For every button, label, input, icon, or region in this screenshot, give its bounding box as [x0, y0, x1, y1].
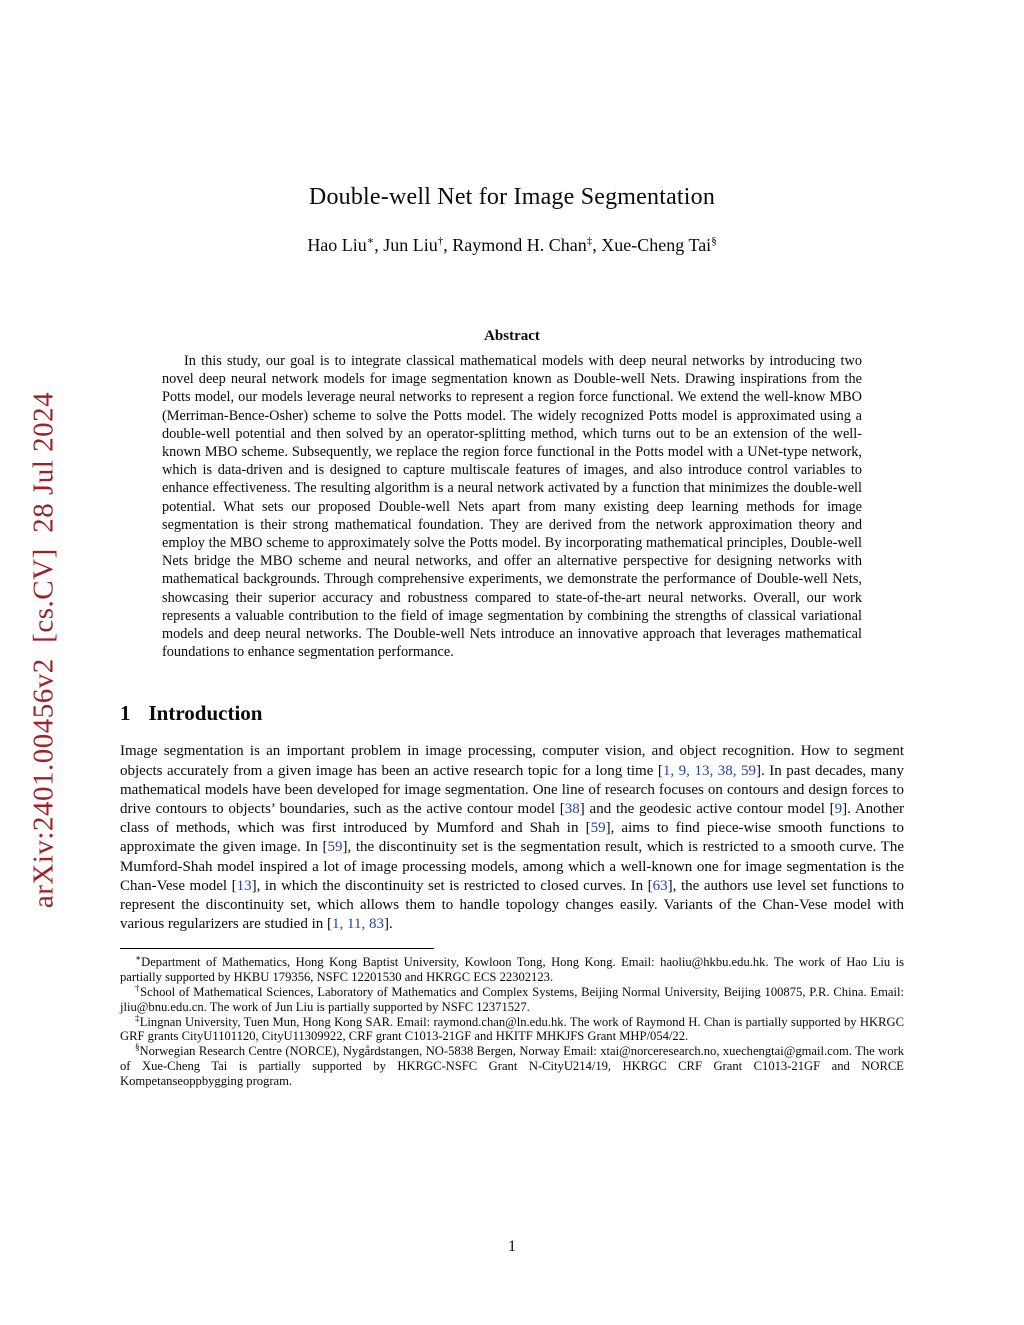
arxiv-watermark: arXiv:2401.00456v2 [cs.CV] 28 Jul 2024 — [27, 391, 60, 909]
footnote-mark: † — [135, 982, 141, 993]
footnote-mark: § — [135, 1042, 140, 1053]
footnote-mark: ∗ — [135, 953, 142, 964]
author-footnote-mark: § — [711, 235, 717, 247]
paper-page — [120, 0, 904, 1089]
footnote: §Norwegian Research Centre (NORCE), Nygårdstangen, NO-5838 Bergen, Norway Email: xtai@norceresearch.no, xuechengtai@gmail.com. The work of Xue-Cheng Tai is partially supported by HKRGC-NSFC Grant N-CityU214/19, HKRGC CRF Grant C1013-21GF and NORCE Kompetanseoppbygging program. — [120, 1042, 904, 1088]
section-title: Introduction — [148, 701, 263, 726]
author: Jun Liu† — [383, 235, 444, 255]
citation-link[interactable]: 59 — [327, 839, 343, 856]
paper-title: Double-well Net for Image Segmentation — [308, 184, 716, 210]
author-line: Hao Liu∗, Jun Liu†, Raymond H. Chan‡, Xue-Cheng Tai§ — [307, 235, 717, 255]
footnote-rule — [120, 948, 434, 949]
citation-link[interactable]: 59 — [590, 820, 606, 837]
abstract-text: In this study, our goal is to integrate classical mathematical models with deep neural networks by introducing two novel deep neural network models for image segmentation known as Double-well Nets. Drawing inspirations from the Potts model, our models leverage neural networks to represent a region force functional. We extend the well-know MBO (Merriman-Bence-Osher) scheme to solve the Potts model. The widely recognized Potts model is approximated using a double-well potential and then solved by an operator-splitting method, which turns out to be an extension of the well-known MBO scheme. Subsequently, we replace the region force functional in the Potts model with a UNet-type network, which is data-driven and is designed to capture multiscale features of images, and also introduce control variables to enhance effectiveness. The resulting algorithm is a neural network activated by a function that minimizes the double-well potential. What sets our proposed Double-well Nets apart from many existing deep learning methods for image segmentation is their strong mathematical foundation. They are derived from the network approximation theory and employ the MBO scheme to approximately solve the Potts model. By incorporating mathematical principles, Double-well Nets bridge the MBO scheme and neural networks, and offer an alternative perspective for designing networks with mathematical backgrounds. Through comprehensive experiments, we demonstrate the performance of Double-well Nets, showcasing their superior accuracy and robustness compared to state-of-the-art neural networks. Overall, our work represents a valuable contribution to the field of image segmentation by combining the strengths of classical variational models and deep neural networks. The Double-well Nets introduce an innovative approach that leverages mathematical foundations to enhance segmentation performance. — [162, 353, 862, 661]
author: Hao Liu∗ — [307, 235, 375, 255]
citation-link[interactable]: 9 — [834, 801, 843, 818]
footnote: †School of Mathematical Sciences, Laboratory of Mathematics and Complex Systems, Beijing Normal University, Beijing 100875, P.R. China. Email: jliu@bnu.edu.cn. The work of Jun Liu is partially supported by NSFC 12371527. — [120, 982, 905, 1014]
section-number: 1 — [120, 701, 131, 726]
citation-link[interactable]: 38 — [564, 801, 580, 818]
abstract-heading: Abstract — [484, 328, 540, 344]
author: Raymond H. Chan‡ — [452, 235, 593, 255]
section-heading-introduction — [120, 701, 904, 726]
footnote-mark: ‡ — [135, 1012, 140, 1023]
page-number: 1 — [508, 1238, 516, 1255]
author-footnote-mark: ∗ — [366, 235, 375, 247]
citation-link[interactable]: 13 — [236, 877, 252, 894]
author-footnote-mark: † — [437, 235, 444, 247]
footnote: ∗Department of Mathematics, Hong Kong Baptist University, Kowloon Tong, Hong Kong. Email: haoliu@hkbu.edu.hk. The work of Hao Liu is partially supported by HKBU 179356, NSFC 12201530 and HKRGC ECS 22302123. — [120, 953, 904, 985]
footnote: ‡Lingnan University, Tuen Mun, Hong Kong SAR. Email: raymond.chan@ln.edu.hk. The work of Raymond H. Chan is partially supported by HKRGC GRF grants CityU1101120, CityU11309922, CRF grant C1013-21GF and HKITF MHKJFS Grant MHP/054/22. — [120, 1012, 904, 1044]
footnotes — [120, 955, 904, 1088]
citation-link[interactable]: 1, 11, 83 — [332, 916, 384, 933]
intro-paragraph: Image segmentation is an important problem in image processing, computer vision, and object recognition. How to segment objects accurately from a given image has been an active research topic for a long time [1, 9, 13, 38, 59]. In past decades, many mathematical models have been developed for image segmentation. One line of research focuses on contours and design forces to drive contours to objects’ boundaries, such as the active contour model [38] and the geodesic active contour model [9]. Another class of methods, which was first introduced by Mumford and Shah in [59], aims to find piece-wise smooth functions to approximate the given image. In [59], the discontinuity set is the segmentation result, which is restricted to a smooth curve. The Mumford-Shah model inspired a lot of image processing models, among which a well-known one for image segmentation is the Chan-Vese model [13], in which the discontinuity set is restricted to closed curves. In [63], the authors use level set functions to represent the discontinuity set, which allows them to handle topology changes easily. Variants of the Chan-Vese model with various regularizers are studied in [1, 11, 83]. — [120, 743, 905, 933]
citation-link[interactable]: 1, 9, 13, 38, 59 — [662, 762, 756, 779]
citation-link[interactable]: 63 — [652, 877, 668, 894]
author: Xue-Cheng Tai§ — [601, 235, 717, 255]
author-footnote-mark: ‡ — [586, 235, 593, 247]
